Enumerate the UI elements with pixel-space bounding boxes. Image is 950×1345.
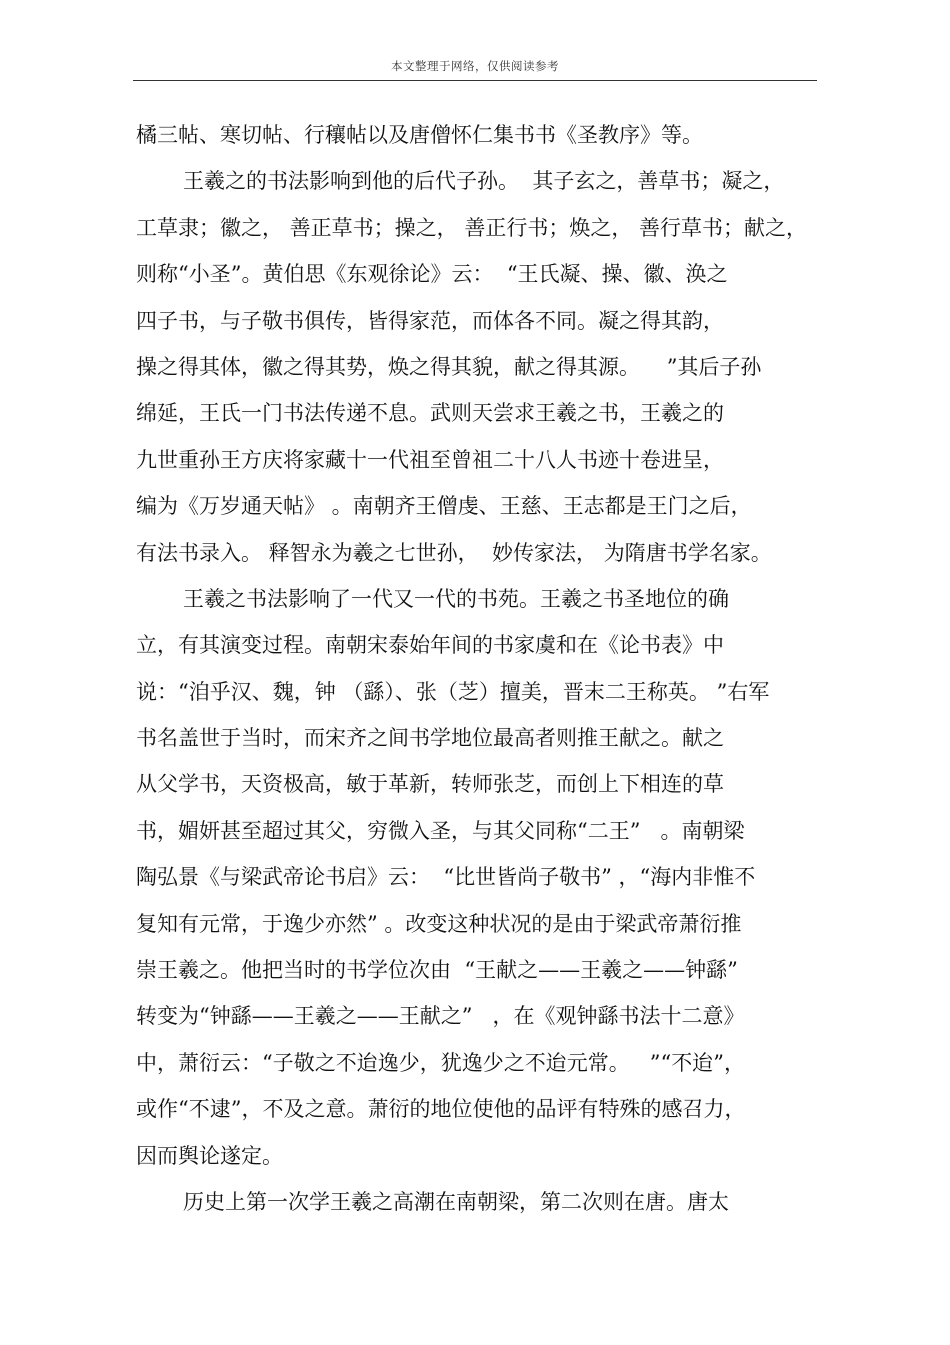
text-line: 转变为“钟繇——王羲之——王献之” ，在《观钟繇书法十二意》 [136, 1004, 745, 1029]
page-header: 本文整理于网络，仅供阅读参考 [391, 59, 559, 73]
text-line: 或作“不逮”，不及之意。萧衍的地位使他的品评有特殊的感召力， [136, 1097, 746, 1122]
text-line: 绵延，王氏一门书法传递不息。武则天尝求王羲之书，王羲之的 [136, 401, 724, 426]
text-line: 历史上第一次学王羲之高潮在南朝梁，第二次则在唐。唐太 [183, 1189, 729, 1214]
header-rule [133, 80, 817, 81]
text-line: 王羲之的书法影响到他的后代子孙。 其子玄之，善草书；凝之， [183, 169, 785, 194]
text-line: 则称“小圣”。黄伯思《东观徐论》云： “王氏凝、操、徽、涣之 [136, 262, 728, 287]
text-line: 工草隶；徽之， 善正草书；操之， 善正行书；焕之， 善行草书；献之， [136, 215, 808, 240]
text-line: 陶弘景《与梁武帝论书启》云： “比世皆尚子敬书” ，“海内非惟不 [136, 865, 756, 890]
text-line: 九世重孙王方庆将家藏十一代祖至曾祖二十八人书迹十卷进呈， [136, 447, 724, 472]
text-line: 崇王羲之。他把当时的书学位次由 “王献之——王羲之——钟繇” [136, 958, 738, 983]
text-line: 四子书，与子敬书俱传，皆得家范，而体各不同。凝之得其韵， [136, 308, 724, 333]
text-line: 书名盖世于当时，而宋齐之间书学地位最高者则推王献之。献之 [136, 726, 724, 751]
text-line: 说：“洎乎汉、魏，钟 （繇）、张（芝）擅美，晋末二王称英。 ”右军 [136, 679, 770, 704]
text-line: 橘三帖、寒切帖、行穰帖以及唐僧怀仁集书书《圣教序》等。 [136, 123, 703, 147]
text-line: 有法书录入。 释智永为羲之七世孙， 妙传家法， 为隋唐书学名家。 [136, 540, 772, 565]
text-line: 编为《万岁通天帖》 。南朝齐王僧虔、王慈、王志都是王门之后， [136, 494, 752, 519]
text-line: 操之得其体，徽之得其势，焕之得其貌，献之得其源。 ”其后子孙 [136, 354, 762, 379]
text-line: 立，有其演变过程。南朝宋泰始年间的书家虞和在《论书表》中 [136, 633, 724, 658]
text-line: 因而舆论遂定。 [136, 1143, 283, 1168]
text-line: 王羲之书法影响了一代又一代的书苑。王羲之书圣地位的确 [183, 586, 729, 611]
text-line: 书，媚妍甚至超过其父，穷微入圣，与其父同称“二王” 。南朝梁 [136, 818, 745, 843]
text-line: 中，萧衍云：“子敬之不迨逸少，犹逸少之不迨元常。 ”“不迨”， [136, 1050, 745, 1075]
text-line: 复知有元常，于逸少亦然” 。改变这种状况的是由于梁武帝萧衍推 [136, 911, 742, 936]
document-body [136, 112, 816, 1225]
text-line: 从父学书，天资极高，敏于革新，转师张芝，而创上下相连的草 [136, 772, 724, 797]
